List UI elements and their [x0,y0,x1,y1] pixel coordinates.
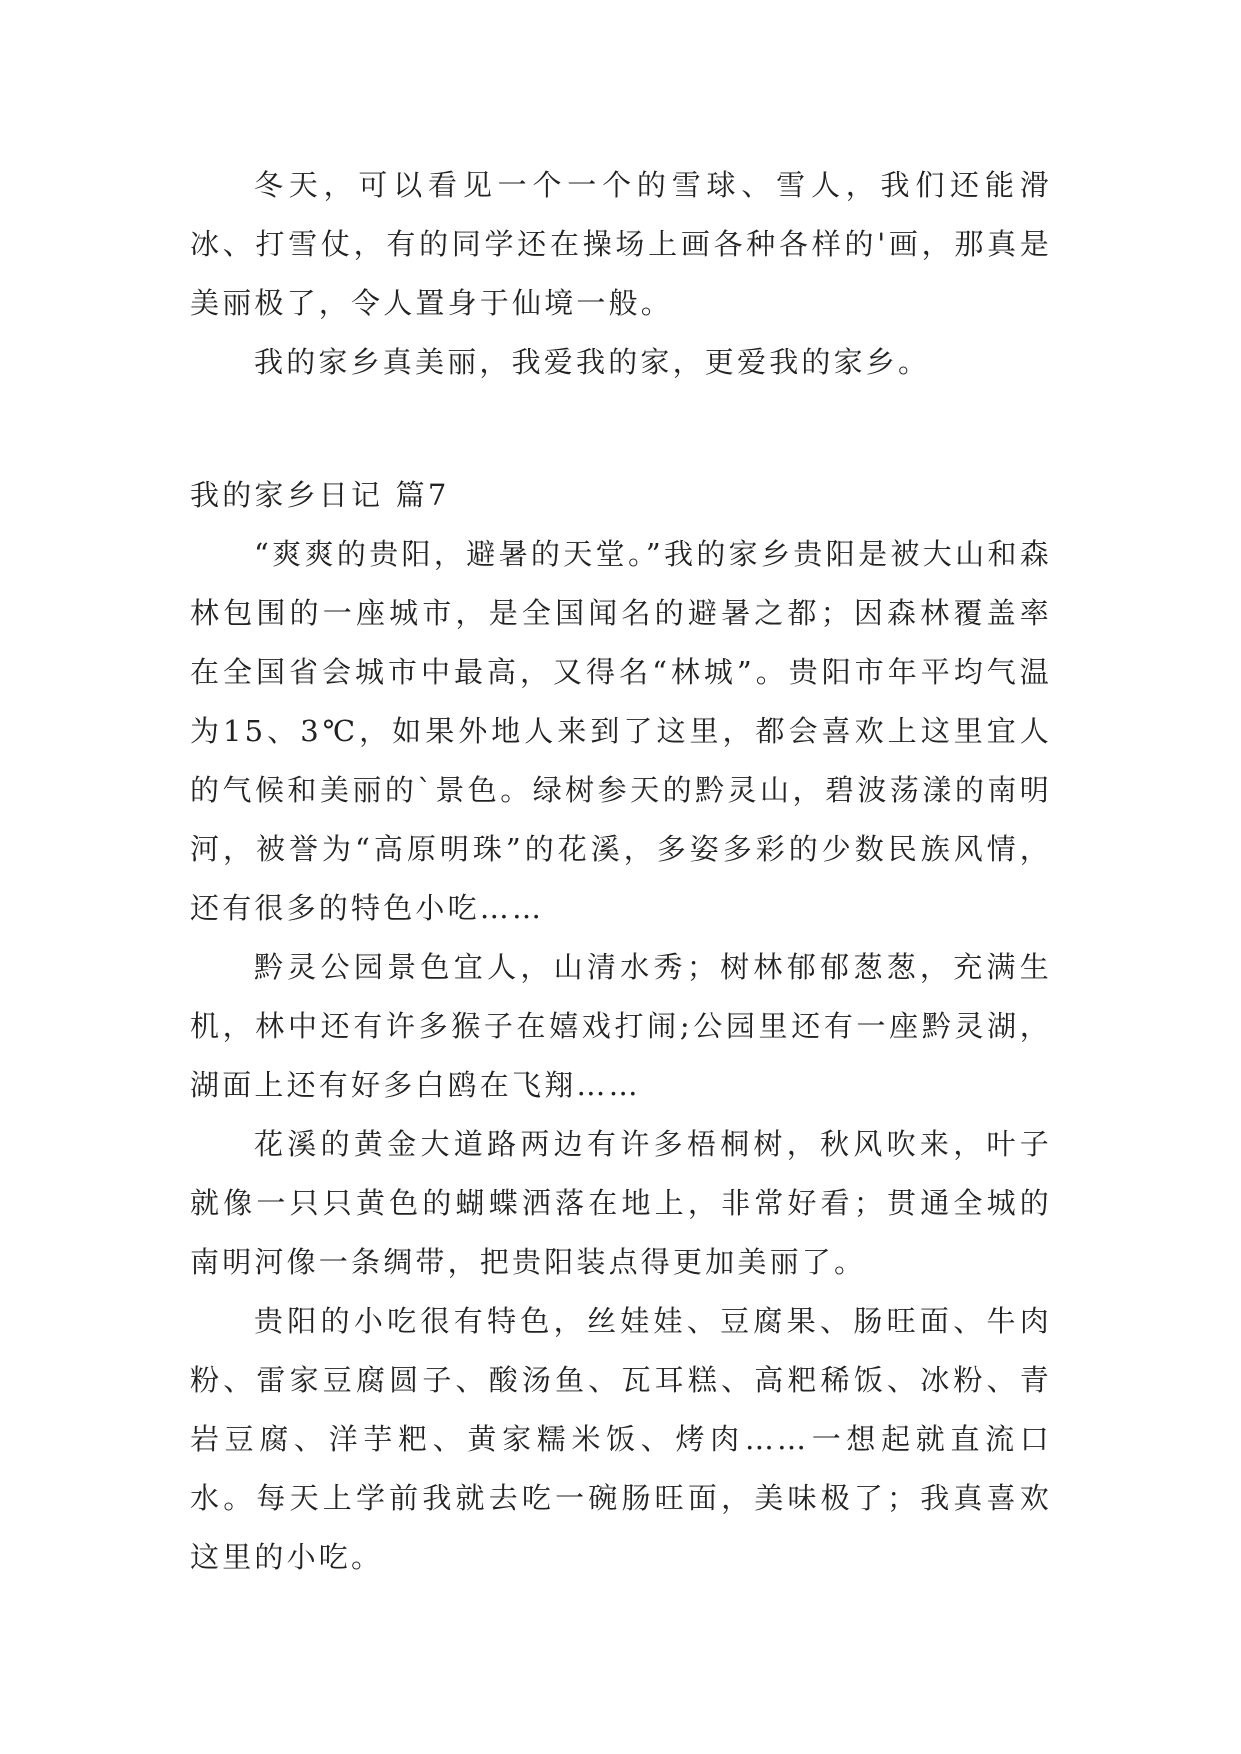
section-heading: 我的家乡日记 篇7 [190,478,450,512]
paragraph-love-hometown: 我的家乡真美丽，我爱我的家，更爱我的家乡。 [254,345,931,379]
paragraph-guiyang-intro: “爽爽的贵阳，避暑的天堂。”我的家乡贵阳是被大山和森林包围的一座城市，是全国闻名的避暑之都；因森林覆盖率在全国省会城市中最高，又得名“林城”。贵阳市年平均气温为15、3℃，如果外地人来到了这里，都会喜欢上这里宜人的气候和美丽的`景色。绿树参天的黔灵山，碧波荡漾的南明河，被誉为“高原明珠”的花溪，多姿多彩的少数民族风情，还有很多的特色小吃…… [190,537,1052,925]
paragraph-huaxi-avenue: 花溪的黄金大道路两边有许多梧桐树，秋风吹来，叶子就像一只只黄色的蝴蝶洒落在地上，非常好看；贯通全城的南明河像一条绸带，把贵阳装点得更加美丽了。 [190,1127,1052,1279]
paragraph-snacks: 贵阳的小吃很有特色，丝娃娃、豆腐果、肠旺面、牛肉粉、雷家豆腐圆子、酸汤鱼、瓦耳糕、高粑稀饭、冰粉、青岩豆腐、洋芋粑、黄家糯米饭、烤肉……一想起就直流口水。每天上学前我就去吃一碗肠旺面，美味极了；我真喜欢这里的小吃。 [190,1304,1052,1574]
paragraph-winter: 冬天，可以看见一个一个的雪球、雪人，我们还能滑冰、打雪仗，有的同学还在操场上画各种各样的'画，那真是美丽极了，令人置身于仙境一般。 [190,168,1052,320]
paragraph-qianling-park: 黔灵公园景色宜人，山清水秀；树林郁郁葱葱，充满生机，林中还有许多猴子在嬉戏打闹;公园里还有一座黔灵湖，湖面上还有好多白鸥在飞翔…… [190,950,1052,1102]
document-body [190,156,1052,1587]
